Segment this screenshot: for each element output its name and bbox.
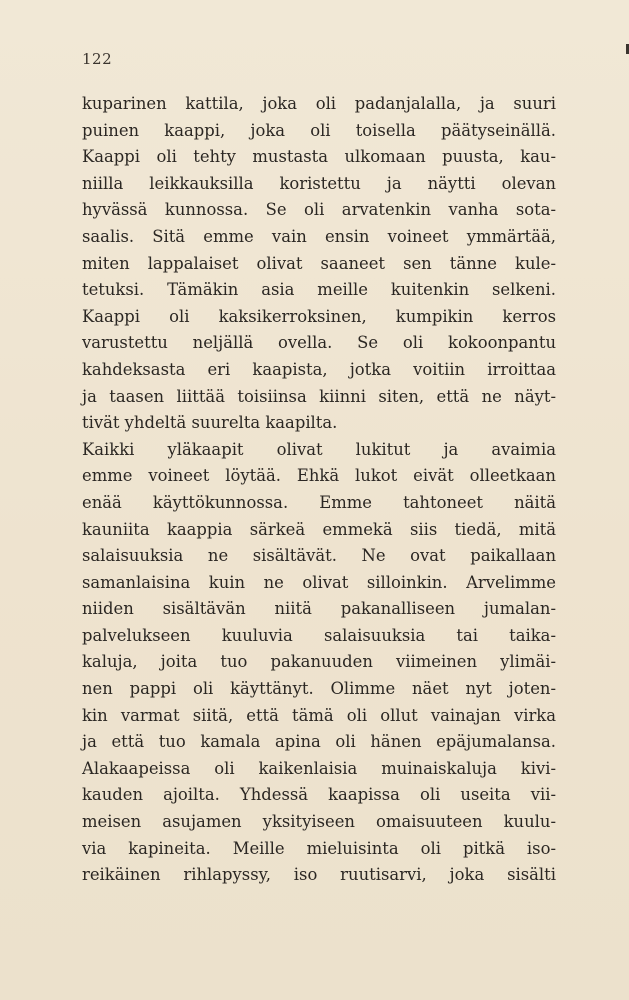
body-text	[82, 91, 556, 889]
text-line: kauden ajoilta. Yhdessä kaapissa oli useita vii-	[82, 785, 556, 805]
text-line: kaluja, joita tuo pakanuuden viimeinen ylimäi-	[82, 652, 556, 672]
text-line: emme voineet löytää. Ehkä lukot eivät olleetkaan	[82, 466, 556, 486]
text-line: kauniita kaappia särkeä emmekä siis tiedä, mitä	[82, 519, 556, 539]
text-line: Kaikki yläkaapit olivat lukitut ja avaimia	[82, 439, 556, 459]
text-line: puinen kaappi, joka oli toisella päätyseinällä.	[82, 120, 556, 140]
text-line: ja taasen liittää toisiinsa kiinni siten, että ne näyt-	[82, 386, 556, 406]
text-line: saalis. Sitä emme vain ensin voineet ymmärtää,	[82, 226, 556, 246]
text-line: hyvässä kunnossa. Se oli arvatenkin vanha sota-	[82, 200, 556, 220]
text-line: Kaappi oli tehty mustasta ulkomaan puusta, kau-	[82, 147, 556, 167]
text-line: Kaappi oli kaksikerroksinen, kumpikin kerros	[82, 306, 556, 326]
text-line: kuparinen kattila, joka oli padanjalalla, ja suuri	[82, 94, 556, 113]
text-line: tivät yhdeltä suurelta kaapilta.	[82, 413, 338, 433]
text-line: niiden sisältävän niitä pakanalliseen jumalan-	[82, 599, 556, 619]
page-number: 122	[82, 50, 113, 68]
text-line: meisen asujamen yksityiseen omaisuuteen kuulu-	[82, 812, 556, 832]
text-line: miten lappalaiset olivat saaneet sen tänne kule-	[82, 253, 556, 273]
text-line: via kapineita. Meille mieluisinta oli pitkä iso-	[82, 838, 556, 858]
text-line: varustettu neljällä ovella. Se oli kokoonpantu	[82, 333, 556, 353]
text-line: niilla leikkauksilla koristettu ja näytti olevan	[82, 173, 556, 193]
text-line: palvelukseen kuuluvia salaisuuksia tai taika-	[82, 625, 556, 645]
text-line: kahdeksasta eri kaapista, jotka voitiin irroittaa	[82, 359, 556, 379]
text-line: salaisuuksia ne sisältävät. Ne ovat paikallaan	[82, 546, 556, 566]
text-line: samanlaisina kuin ne olivat silloinkin. Arvelimme	[82, 572, 556, 592]
text-line: reikäinen rihlapyssy, iso ruutisarvi, joka sisälti	[82, 865, 556, 885]
text-line: tetuksi. Tämäkin asia meille kuitenkin selkeni.	[82, 280, 556, 300]
text-line: kin varmat siitä, että tämä oli ollut vainajan virka	[82, 705, 556, 725]
text-line: ja että tuo kamala apina oli hänen epäjumalansa.	[82, 732, 556, 752]
text-line: Alakaapeissa oli kaikenlaisia muinaiskaluja kivi-	[82, 758, 556, 778]
text-line: nen pappi oli käyttänyt. Olimme näet nyt joten-	[82, 679, 556, 699]
text-line: enää käyttökunnossa. Emme tahtoneet näitä	[82, 492, 556, 512]
